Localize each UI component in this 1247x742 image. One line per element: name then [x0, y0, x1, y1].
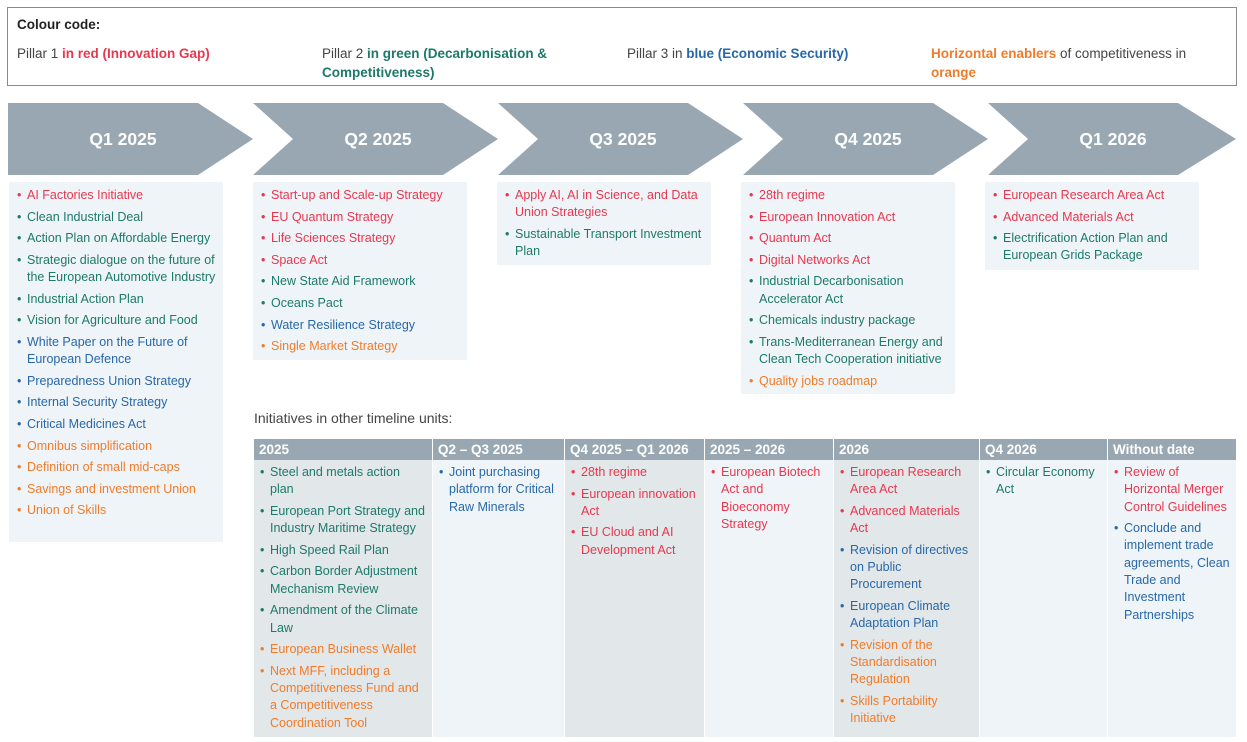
timeline-box-q3-2025	[497, 182, 711, 265]
chevron-label-q3-2025: Q3 2025	[589, 129, 657, 149]
column-header: Without date	[1108, 439, 1236, 460]
column-q2-q3-2025	[433, 439, 564, 737]
list-item: • Apply AI, AI in Science, and Data Union Strategies	[504, 187, 705, 222]
list-item: • Critical Medicines Act	[16, 416, 217, 433]
list-item: • Vision for Agriculture and Food	[16, 312, 217, 329]
list-item: • Electrification Action Plan and European Grids Package	[992, 230, 1193, 265]
timeline-box-q2-2025	[253, 182, 467, 360]
list-item: • European Innovation Act	[748, 209, 949, 226]
column-2026	[834, 439, 979, 737]
list-item: • Preparedness Union Strategy	[16, 373, 217, 390]
list-item: • Digital Networks Act	[748, 252, 949, 269]
list-item: • Industrial Decarbonisation Accelerator Act	[748, 273, 949, 308]
column-header: 2025	[254, 439, 432, 460]
list-item: • EU Quantum Strategy	[260, 209, 461, 226]
chevron-label-q1-2026: Q1 2026	[1079, 129, 1147, 149]
list-item: • Conclude and implement trade agreements, Clean Trade and Investment Partnerships	[1113, 520, 1231, 624]
list-item: • White Paper on the Future of European Defence	[16, 334, 217, 369]
list-item: • Strategic dialogue on the future of the European Automotive Industry	[16, 252, 217, 287]
list-item: • Quantum Act	[748, 230, 949, 247]
list-item: • European Climate Adaptation Plan	[839, 598, 974, 633]
list-item: • High Speed Rail Plan	[259, 542, 427, 559]
list-item: • European Business Wallet	[259, 641, 427, 658]
list-item: • Advanced Materials Act	[839, 503, 974, 538]
list-item: • Omnibus simplification	[16, 438, 217, 455]
list-item: • European Research Area Act	[839, 464, 974, 499]
list-item: • Next MFF, including a Competitiveness Fund and a Competitiveness Coordination Tool	[259, 663, 427, 732]
list-item: • European Biotech Act and Bioeconomy Strategy	[710, 464, 828, 533]
list-item: • Internal Security Strategy	[16, 394, 217, 411]
list-item: • Single Market Strategy	[260, 338, 461, 355]
timeline-chevrons	[8, 103, 1247, 175]
list-item: • 28th regime	[748, 187, 949, 204]
column-2025	[254, 439, 432, 737]
legend-pillar-2: Pillar 2 in green (Decarbonisation & Competitiveness)	[322, 46, 548, 80]
list-item: • New State Aid Framework	[260, 273, 461, 290]
list-item: • European Port Strategy and Industry Maritime Strategy	[259, 503, 427, 538]
list-item: • Start-up and Scale-up Strategy	[260, 187, 461, 204]
legend-pillar-1: Pillar 1 in red (Innovation Gap)	[17, 46, 210, 61]
list-item: • Union of Skills	[16, 502, 217, 519]
list-item: • Revision of directives on Public Procurement	[839, 542, 974, 594]
list-item: • Industrial Action Plan	[16, 291, 217, 308]
colour-code-legend	[7, 7, 1237, 86]
list-item: • Sustainable Transport Investment Plan	[504, 226, 705, 261]
chevron-label-q1-2025: Q1 2025	[89, 129, 157, 149]
list-item: • Amendment of the Climate Law	[259, 602, 427, 637]
column-header: 2026	[834, 439, 979, 460]
column-q4-2025-q1-2026	[565, 439, 704, 737]
list-item: • Space Act	[260, 252, 461, 269]
list-item: • Joint purchasing platform for Critical Raw Minerals	[438, 464, 559, 516]
column-header: Q2 – Q3 2025	[433, 439, 564, 460]
timeline-box-q1-2025	[9, 182, 223, 542]
list-item: • AI Factories Initiative	[16, 187, 217, 204]
chevron-label-q2-2025: Q2 2025	[344, 129, 412, 149]
legend-pillar-3: Pillar 3 in blue (Economic Security)	[627, 46, 849, 61]
list-item: • Trans-Mediterranean Energy and Clean Tech Cooperation initiative	[748, 334, 949, 369]
list-item: • Oceans Pact	[260, 295, 461, 312]
list-item: • Clean Industrial Deal	[16, 209, 217, 226]
list-item: • Review of Horizontal Merger Control Guidelines	[1113, 464, 1231, 516]
legend-horizontal-enablers: Horizontal enablers of competitiveness in orange	[931, 46, 1187, 80]
list-item: • Chemicals industry package	[748, 312, 949, 329]
column-without-date	[1108, 439, 1236, 737]
timeline-box-q1-2026	[985, 182, 1199, 270]
column-header: 2025 – 2026	[705, 439, 833, 460]
list-item: • Carbon Border Adjustment Mechanism Review	[259, 563, 427, 598]
list-item: • Life Sciences Strategy	[260, 230, 461, 247]
column-header: Q4 2026	[980, 439, 1107, 460]
list-item: • EU Cloud and AI Development Act	[570, 524, 699, 559]
list-item: • European Research Area Act	[992, 187, 1193, 204]
list-item: • Skills Portability Initiative	[839, 693, 974, 728]
column-q4-2026	[980, 439, 1107, 737]
chevron-label-q4-2025: Q4 2025	[834, 129, 902, 149]
timeline-box-q4-2025	[741, 182, 955, 394]
other-timeline-title: Initiatives in other timeline units:	[254, 410, 453, 426]
list-item: • Action Plan on Affordable Energy	[16, 230, 217, 247]
list-item: • Savings and investment Union	[16, 481, 217, 498]
list-item: • 28th regime	[570, 464, 699, 481]
list-item: • European innovation Act	[570, 486, 699, 521]
list-item: • Water Resilience Strategy	[260, 317, 461, 334]
column-header: Q4 2025 – Q1 2026	[565, 439, 704, 460]
list-item: • Definition of small mid-caps	[16, 459, 217, 476]
list-item: • Steel and metals action plan	[259, 464, 427, 499]
list-item: • Circular Economy Act	[985, 464, 1102, 499]
column-2025-2026	[705, 439, 833, 737]
list-item: • Advanced Materials Act	[992, 209, 1193, 226]
list-item: • Quality jobs roadmap	[748, 373, 949, 390]
list-item: • Revision of the Standardisation Regulation	[839, 637, 974, 689]
legend-title: Colour code:	[17, 17, 101, 32]
